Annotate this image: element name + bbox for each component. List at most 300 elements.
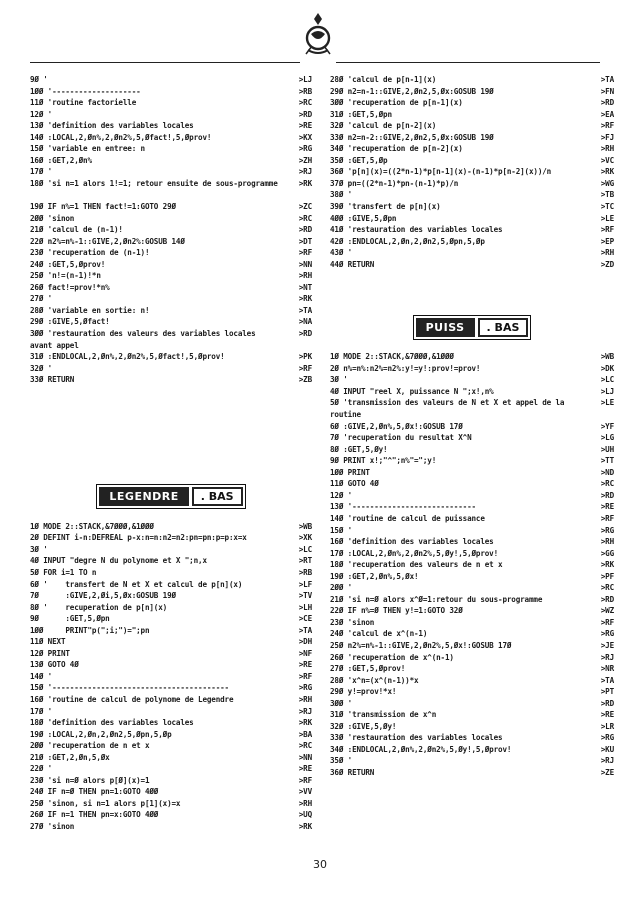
code-line: [330, 663, 614, 675]
checksum: >WB: [600, 352, 614, 362]
checksum: >DK: [600, 363, 614, 373]
code-line: [330, 363, 614, 375]
checksum: >TC: [600, 202, 614, 212]
code-line: [330, 732, 614, 744]
checksum: >VV: [298, 787, 312, 797]
code-text: 27Ø ': [30, 294, 53, 304]
code-line: [30, 613, 312, 625]
checksum: >ZH: [298, 155, 312, 165]
listing-factorielle: [30, 74, 312, 386]
code-text: 25Ø n2%=n%-1::GIVE,2,Øn2%,5,Øx!:GOSUB 17Ø: [330, 640, 512, 650]
code-text: 21Ø 'si n=Ø alors x^Ø=1:retour du sous-programme: [330, 594, 543, 604]
code-text: 29Ø y!=prov!*x!: [330, 687, 397, 697]
code-line: [330, 744, 614, 756]
checksum: >RF: [298, 248, 312, 258]
code-line: [30, 247, 312, 259]
checksum: >VC: [600, 155, 614, 165]
code-line: [30, 625, 312, 637]
checksum: >RE: [600, 502, 614, 512]
code-line: [30, 602, 312, 614]
code-text: 15Ø 'variable en entree: n: [30, 144, 145, 154]
checksum: >RJ: [298, 167, 312, 177]
code-line: [330, 559, 614, 571]
code-text: 17Ø :LOCAL,2,Øn%,2,Øn2%,5,Øy!,5,Øprov!: [330, 548, 499, 558]
code-line: [30, 351, 312, 363]
ornament-icon: [300, 10, 336, 58]
checksum: >RH: [298, 694, 312, 704]
code-line: [330, 709, 614, 721]
code-line: [330, 455, 614, 467]
code-text: 32Ø :GIVE,5,Øy!: [330, 721, 397, 731]
checksum: >EA: [600, 109, 614, 119]
code-text: 36Ø RETURN: [330, 767, 375, 777]
checksum: >ZD: [600, 259, 614, 269]
checksum: >KU: [600, 744, 614, 754]
code-text: 14Ø :LOCAL,2,Øn%,2,Øn2%,5,Øfact!,5,Øprov!: [30, 132, 212, 142]
checksum: >TA: [298, 625, 312, 635]
checksum: >DT: [298, 236, 312, 246]
code-text: 19Ø IF n%=1 THEN fact!=1:GOTO 29Ø: [30, 202, 176, 212]
checksum: >TA: [600, 675, 614, 685]
code-line: [330, 86, 614, 98]
code-line: [330, 109, 614, 121]
checksum: >LE: [600, 213, 614, 223]
code-text: 26Ø IF n=1 THEN pn=x:GOTO 4ØØ: [30, 810, 159, 820]
code-line: [30, 682, 312, 694]
checksum: >RB: [298, 567, 312, 577]
banner-box: [96, 484, 245, 509]
checksum: >TT: [600, 456, 614, 466]
code-line: [330, 259, 614, 271]
code-line: [30, 694, 312, 706]
code-line: [330, 236, 614, 248]
listing-legendre: [30, 521, 312, 833]
code-text: 38Ø ': [330, 190, 353, 200]
checksum: >RD: [600, 698, 614, 708]
code-line: [30, 809, 312, 821]
code-line: [330, 432, 614, 444]
code-text: 1Ø MODE 2::STACK,&7ØØØ,&1ØØØ: [30, 521, 154, 531]
code-line: [30, 729, 312, 741]
code-line: [330, 686, 614, 698]
code-line: [30, 120, 312, 132]
code-text: 11Ø GOTO 4Ø: [330, 479, 379, 489]
checksum: >FJ: [600, 132, 614, 142]
code-line: [330, 74, 614, 86]
checksum: >KX: [298, 132, 312, 142]
code-text: 22Ø n2%=n%-1::GIVE,2,Øn2%:GOSUB 14Ø: [30, 236, 185, 246]
code-text: 28Ø 'x^n=(x^(n-1))*x: [330, 675, 419, 685]
code-line: [330, 421, 614, 433]
code-text: 18Ø 'recuperation des valeurs de n et x: [330, 560, 503, 570]
code-text: 26Ø fact!=prov!*n%: [30, 282, 110, 292]
checksum: >ZE: [600, 767, 614, 777]
top-rule: [30, 62, 300, 63]
checksum: >RD: [600, 98, 614, 108]
code-line: [330, 721, 614, 733]
left-column: [30, 74, 312, 833]
checksum: >RC: [600, 583, 614, 593]
checksum: >RH: [600, 537, 614, 547]
checksum: >RB: [298, 86, 312, 96]
checksum: >RK: [298, 718, 312, 728]
code-text: 43Ø ': [330, 248, 353, 258]
checksum: >NN: [298, 259, 312, 269]
checksum: >RD: [298, 109, 312, 119]
code-line: [330, 143, 614, 155]
code-text: 32Ø ': [30, 363, 53, 373]
checksum: >LF: [298, 579, 312, 589]
checksum: >RK: [298, 178, 312, 188]
code-line: [30, 798, 312, 810]
checksum: >RF: [600, 121, 614, 131]
code-line: [330, 501, 614, 513]
checksum: >RH: [298, 271, 312, 281]
code-line: [30, 282, 312, 294]
code-line: [330, 351, 614, 363]
code-line: [330, 548, 614, 560]
code-text: 34Ø :ENDLOCAL,2,Øn%,2,Øn2%,5,Øy!,5,Øprov!: [330, 744, 512, 754]
code-line: [30, 590, 312, 602]
code-line: [30, 555, 312, 567]
code-line: [30, 305, 312, 317]
listing-legendre-suite: [330, 74, 614, 270]
code-text: 9Ø :GET,5,Øpn: [30, 614, 110, 624]
checksum: >TV: [298, 591, 312, 601]
code-text: 31Ø :GET,5,Øpn: [330, 109, 392, 119]
checksum: >DH: [298, 637, 312, 647]
code-line: [30, 521, 312, 533]
code-text: 9Ø PRINT x!;"^";n%"=";y!: [330, 456, 437, 466]
code-text: 34Ø 'recuperation de p[n-2](x): [330, 144, 463, 154]
code-text: 3Ø ': [330, 375, 348, 385]
code-text: 17Ø ': [30, 706, 53, 716]
banner-ext: . BAS: [192, 487, 243, 506]
banner-ext: . BAS: [478, 318, 529, 337]
code-line: [30, 671, 312, 683]
code-text: 31Ø :ENDLOCAL,2,Øn%,2,Øn2%,5,Øfact!,5,Øprov!: [30, 352, 225, 362]
top-rule: [336, 62, 600, 63]
code-text: 12Ø ': [330, 490, 353, 500]
checksum: >NR: [600, 664, 614, 674]
code-text: 31Ø 'transmission de x^n: [330, 710, 437, 720]
code-text: 4ØØ :GIVE,5,Øpn: [330, 213, 397, 223]
code-line: [30, 86, 312, 98]
code-line: [330, 120, 614, 132]
code-text: 9Ø ': [30, 75, 48, 84]
code-line: [330, 213, 614, 225]
checksum: >RG: [600, 733, 614, 743]
code-line: [30, 224, 312, 236]
checksum: >RG: [600, 629, 614, 639]
checksum: >GG: [600, 548, 614, 558]
code-text: 13Ø GOTO 4Ø: [30, 660, 79, 670]
code-text: 17Ø ': [30, 167, 53, 177]
checksum: >RK: [600, 167, 614, 177]
code-text: 6Ø ' transfert de N et X et calcul de p[n](x): [30, 579, 243, 589]
code-text: 23Ø 'si n=Ø alors p[Ø](x)=1: [30, 775, 150, 785]
code-line: [30, 706, 312, 718]
code-text: 18Ø 'si n=1 alors 1!=1; retour ensuite de sous-programme: [30, 178, 278, 188]
code-text: 42Ø :ENDLOCAL,2,Øn,2,Øn2,5,Øpn,5,Øp: [330, 236, 485, 246]
code-line: [30, 363, 312, 375]
code-line: [330, 605, 614, 617]
code-text: 3ØØ 'restauration des valeurs des variables locales avant appel: [30, 329, 260, 350]
checksum: >UH: [600, 444, 614, 454]
code-line: [30, 659, 312, 671]
code-text: 3Ø ': [30, 544, 48, 554]
code-text: 1Ø MODE 2::STACK,&7ØØØ,&1ØØØ: [330, 352, 454, 362]
checksum: >RF: [298, 363, 312, 373]
checksum: >RJ: [600, 652, 614, 662]
code-text: 3ØØ 'recuperation de p[n-1](x): [330, 98, 463, 108]
code-text: 27Ø 'sinon: [30, 821, 75, 831]
page-number: 30: [313, 858, 327, 871]
code-line: [30, 648, 312, 660]
code-line: [30, 786, 312, 798]
code-text: 19Ø :LOCAL,2,Øn,2,Øn2,5,Øpn,5,Øp: [30, 729, 172, 739]
code-text: 33Ø n2=n-2::GIVE,2,Øn2,5,Øx:GOSUB 19Ø: [330, 132, 494, 142]
code-text: 28Ø 'variable en sortie: n!: [30, 305, 150, 315]
code-text: 23Ø 'sinon: [330, 617, 375, 627]
checksum: >LC: [298, 544, 312, 554]
code-text: 25Ø 'sinon, si n=1 alors p[1](x)=x: [30, 798, 181, 808]
code-text: 24Ø :GET,5,Øprov!: [30, 259, 106, 269]
checksum: >RJ: [600, 756, 614, 766]
code-line: [330, 513, 614, 525]
checksum: >TA: [600, 75, 614, 84]
code-text: 8Ø ' recuperation de p[n](x): [30, 602, 168, 612]
checksum: >TA: [298, 305, 312, 315]
code-text: 26Ø 'recuperation de x^(n-1): [330, 652, 454, 662]
checksum: >ND: [600, 467, 614, 477]
code-line: [30, 374, 312, 386]
banner-name: LEGENDRE: [99, 487, 188, 506]
code-text: 14Ø ': [30, 671, 53, 681]
checksum: >LC: [600, 375, 614, 385]
code-text: 16Ø 'routine de calcul de polynome de Legendre: [30, 694, 234, 704]
code-text: 1ØØ PRINT: [330, 467, 370, 477]
checksum: >PF: [600, 571, 614, 581]
code-text: 15Ø ': [330, 525, 353, 535]
code-line: [30, 155, 312, 167]
code-text: 29Ø :GIVE,5,Øfact!: [30, 317, 110, 327]
checksum: >ZB: [298, 375, 312, 385]
checksum: >NA: [298, 317, 312, 327]
checksum: >FN: [600, 86, 614, 96]
code-line: [330, 536, 614, 548]
checksum: >PT: [600, 687, 614, 697]
checksum: >LH: [298, 602, 312, 612]
code-text: 24Ø 'calcul de x^(n-1): [330, 629, 428, 639]
code-line: [330, 525, 614, 537]
code-text: 37Ø pn=((2*n-1)*pn-(n-1)*p)/n: [330, 178, 459, 188]
checksum: >RF: [600, 225, 614, 235]
checksum: >RE: [298, 764, 312, 774]
code-line: [330, 178, 614, 190]
code-text: 22Ø ': [30, 764, 53, 774]
code-line: [30, 132, 312, 144]
code-line: [30, 532, 312, 544]
code-line: [30, 293, 312, 305]
checksum: >WG: [600, 178, 614, 188]
checksum: >RG: [298, 683, 312, 693]
code-line: [30, 567, 312, 579]
code-text: 16Ø :GET,2,Øn%: [30, 155, 92, 165]
code-line: [330, 767, 614, 779]
checksum: >LG: [600, 433, 614, 443]
code-text: 19Ø :GET,2,Øn%,5,Øx!: [330, 571, 419, 581]
code-text: 23Ø 'recuperation de (n-1)!: [30, 248, 150, 258]
checksum: >TB: [600, 190, 614, 200]
code-text: 13Ø 'definition des variables locales: [30, 121, 194, 131]
checksum: >RC: [600, 479, 614, 489]
code-line: [30, 213, 312, 225]
code-text: 35Ø ': [330, 756, 353, 766]
checksum: >PK: [298, 352, 312, 362]
code-line: [330, 571, 614, 583]
code-text: 4Ø INPUT "degre N du polynome et X ";n,x: [30, 556, 207, 566]
checksum: >RK: [298, 821, 312, 831]
code-line: [330, 617, 614, 629]
right-column: [330, 74, 614, 779]
code-line: [30, 236, 312, 248]
code-line: [330, 490, 614, 502]
checksum: >WB: [298, 521, 312, 531]
code-line: [30, 752, 312, 764]
code-line: [30, 201, 312, 213]
checksum: >RC: [298, 98, 312, 108]
checksum: >RF: [298, 671, 312, 681]
code-line: [330, 698, 614, 710]
code-text: 27Ø :GET,5,Øprov!: [330, 664, 406, 674]
checksum: >RK: [298, 294, 312, 304]
code-text: 36Ø 'p[n](x)=((2*n-1)*p[n-1](x)-(n-1)*p[n-2](x))/n: [330, 167, 552, 177]
code-text: 16Ø 'definition des variables locales: [330, 537, 494, 547]
code-text: 14Ø 'routine de calcul de puissance: [330, 513, 485, 523]
checksum: >RG: [298, 144, 312, 154]
code-line: [30, 97, 312, 109]
code-line: [30, 166, 312, 178]
checksum: >LR: [600, 721, 614, 731]
checksum: >BA: [298, 729, 312, 739]
puiss-banner: [330, 308, 614, 346]
code-text: 22Ø IF n%=Ø THEN y!=1:GOTO 32Ø: [330, 606, 463, 616]
code-line: [330, 444, 614, 456]
code-text: 28Ø 'calcul de p[n-1](x): [330, 75, 437, 84]
checksum: >RE: [298, 660, 312, 670]
code-text: 39Ø 'transfert de p[n](x): [330, 202, 441, 212]
checksum: >RC: [298, 741, 312, 751]
code-line: [30, 74, 312, 86]
code-line: [330, 467, 614, 479]
code-text: 2ØØ 'recuperation de n et x: [30, 741, 150, 751]
checksum: >RH: [600, 248, 614, 258]
code-text: 1ØØ PRINT"p(";i;")=";pn: [30, 625, 150, 635]
checksum: >XK: [298, 533, 312, 543]
checksum: >LJ: [600, 386, 614, 396]
code-line: [330, 97, 614, 109]
code-text: 11Ø 'routine factorielle: [30, 98, 137, 108]
code-line: [330, 224, 614, 236]
checksum: >RE: [298, 121, 312, 131]
code-text: 35Ø :GET,5,Øp: [330, 155, 388, 165]
code-line: [330, 132, 614, 144]
checksum: >RD: [600, 594, 614, 604]
checksum: >RD: [298, 225, 312, 235]
code-line: [330, 247, 614, 259]
code-line: [330, 628, 614, 640]
code-text: 44Ø RETURN: [330, 259, 375, 269]
checksum: >RG: [600, 525, 614, 535]
code-line: [30, 143, 312, 155]
code-text: 13Ø '----------------------------: [330, 502, 476, 512]
code-text: 2Ø DEFINT i-n:DEFREAL p-x:n=n:n2=n2:pn=pn:p=p:x=x: [30, 533, 247, 543]
code-line: [30, 328, 312, 351]
code-text: 8Ø :GET,5,Øy!: [330, 444, 388, 454]
code-line: [330, 594, 614, 606]
banner-box: [413, 315, 532, 340]
code-line: [30, 270, 312, 282]
checksum: >RD: [298, 329, 312, 339]
checksum: >CE: [298, 614, 312, 624]
listing-puiss: [330, 351, 614, 778]
checksum: >RK: [600, 560, 614, 570]
checksum: >NF: [298, 648, 312, 658]
checksum: >ZC: [298, 202, 312, 212]
code-text: 24Ø IF n=Ø THEN pn=1:GOTO 4ØØ: [30, 787, 159, 797]
code-text: 5Ø 'transmission des valeurs de N et X et appel de la routine: [330, 398, 569, 420]
code-line: [330, 155, 614, 167]
code-text: 29Ø n2=n-1::GIVE,2,Øn2,5,Øx:GOSUB 19Ø: [330, 86, 494, 96]
code-line: [330, 652, 614, 664]
code-line: [30, 109, 312, 121]
code-text: 32Ø 'calcul de p[n-2](x): [330, 121, 437, 131]
code-text: 15Ø '----------------------------------------: [30, 683, 229, 693]
code-text: 12Ø PRINT: [30, 648, 70, 658]
checksum: >RF: [600, 617, 614, 627]
checksum: >EP: [600, 236, 614, 246]
code-text: 3ØØ ': [330, 698, 353, 708]
code-text: 41Ø 'restauration des variables locales: [330, 225, 503, 235]
checksum: >RF: [298, 775, 312, 785]
code-line: [30, 316, 312, 328]
checksum: >WZ: [600, 606, 614, 616]
checksum: >RJ: [298, 706, 312, 716]
checksum: >YF: [600, 421, 614, 431]
checksum: >RF: [600, 513, 614, 523]
code-text: 4Ø INPUT "reel X, puissance N ";x!,n%: [330, 386, 494, 396]
checksum: >RH: [600, 144, 614, 154]
code-line: [330, 675, 614, 687]
code-text: 1ØØ '--------------------: [30, 86, 141, 96]
code-line: [30, 775, 312, 787]
code-text: 12Ø ': [30, 109, 53, 119]
code-line: [30, 636, 312, 648]
checksum: >RT: [298, 556, 312, 566]
code-text: 6Ø :GIVE,2,Øn%,5,Øx!:GOSUB 17Ø: [330, 421, 463, 431]
checksum: >NT: [298, 282, 312, 292]
checksum: >RD: [600, 490, 614, 500]
checksum: >JE: [600, 640, 614, 650]
checksum: >RE: [600, 710, 614, 720]
code-line: [330, 374, 614, 386]
code-text: 7Ø 'recuperation du resultat X^N: [330, 433, 472, 443]
code-text: 5Ø FOR i=1 TO n: [30, 567, 97, 577]
checksum: >LJ: [298, 75, 312, 84]
checksum: >RH: [298, 798, 312, 808]
code-line: [330, 582, 614, 594]
